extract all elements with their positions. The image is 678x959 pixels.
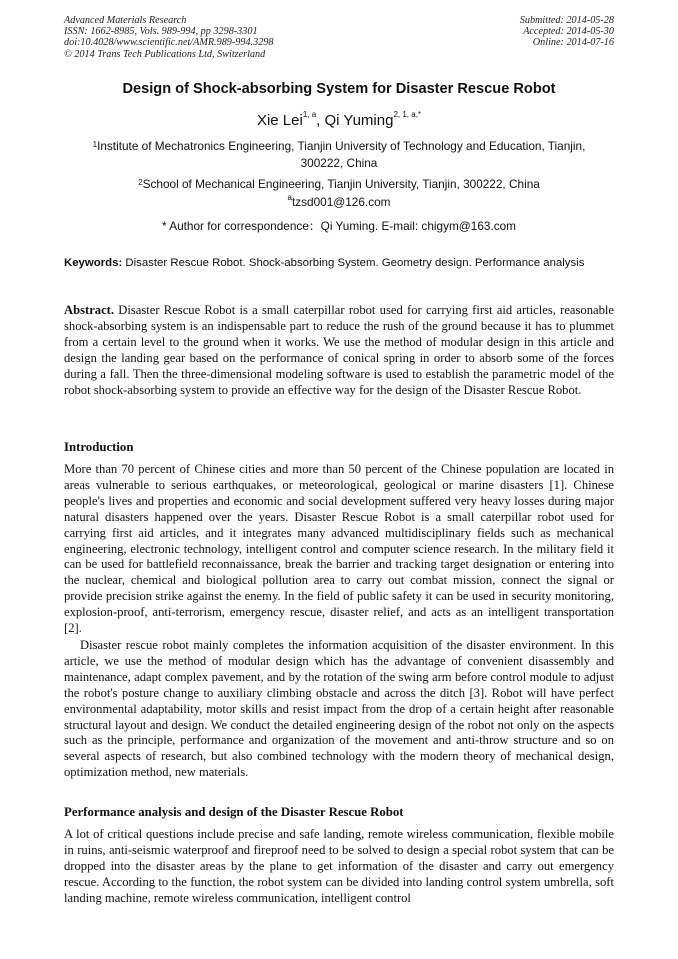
affiliation-1-mark: 1 xyxy=(92,140,98,149)
keywords-label: Keywords: xyxy=(64,257,123,269)
email-mark: a xyxy=(287,193,292,202)
abstract xyxy=(64,303,614,398)
affiliation-2-mark: 2 xyxy=(138,178,143,187)
journal-issn: ISSN: 1662-8985, Vols. 989-994, pp 3298-3301 xyxy=(64,26,258,38)
performance-heading: Performance analysis and design of the Disaster Rescue Robot xyxy=(64,805,404,819)
author-1-marks: 1, a xyxy=(302,110,317,119)
affiliation-2-text: School of Mechanical Engineering, Tianjin University, Tianjin, 300222, China xyxy=(142,177,540,191)
journal-name: Advanced Materials Research xyxy=(64,15,187,26)
affiliation-2 xyxy=(74,176,604,193)
journal-doi: doi:10.4028/www.scientific.net/AMR.989-994.3298 xyxy=(64,37,274,49)
performance-paragraph-1: A lot of critical questions include precise and safe landing, remote wireless communication, flexible mobile in ruins, anti-seismic waterproof and fireproof need to be solved to design a special robot system that can be dropped into the disaster areas by the plane to get information of the disaster and carry out emergency rescue. According to the function, the robot system can be divided into landing control system umbrella, soft landing machine, remote wireless communication, intelligent control xyxy=(64,827,614,905)
author-separator: , xyxy=(316,112,325,129)
abstract-label: Abstract. xyxy=(64,303,115,317)
keywords xyxy=(64,256,614,270)
affiliation-1 xyxy=(74,138,604,172)
abstract-text: Disaster Rescue Robot is a small caterpillar robot used for carrying first aid articles, reasonable shock-absorbing system is an indispensable part to reduce the rush of the ground because it has to plummet from a certain level to the ground when it works. We use the method of modular design in this article and design the landing gear based on the performance of conical spring in order to absorb some of the forces during a fall. Then the three-dimensional modeling software is used to establish the parametric model of the robot shock-absorbing system to provide an effective way for the design of the Disaster Rescue Robot. xyxy=(64,303,614,397)
affiliation-1-text: Institute of Mechatronics Engineering, Tianjin University of Technology and Education, Tianjin, 300222, China xyxy=(97,139,586,170)
paper-title: Design of Shock-absorbing System for Disaster Rescue Robot xyxy=(122,81,556,97)
date-submitted: Submitted: 2014-05-28 xyxy=(519,15,614,26)
introduction-heading: Introduction xyxy=(64,440,134,454)
correspondence-note: * Author for correspondence：Qi Yuming. E-mail: chigym@163.com xyxy=(161,219,517,233)
introduction-paragraph-1: More than 70 percent of Chinese cities and more than 50 percent of the Chinese population are located in areas vulnerable to serious earthquakes, or meteorological, geological or marine disasters [1]. Chinese people's lives and properties and economic and social development suffered very heavy losses during major natural disasters happened over the years. Disaster Rescue Robot is a small caterpillar robot used for carrying first aid articles, and it integrates many advanced multidisciplinary fields such as mechanical engineering, electronic technology, intelligent control and computer science research. In the military field it can be used for battlefield reconnaissance, break the barrier and tracking target designation or entering into the nuclear, chemical and biological pollution area to carry out combat mission, connect the signal or provide precision strike against the enemy. In the field of public safety it can be used in security monitoring, explosion-proof, anti-terrorism, emergency rescue, disaster relief, and acts as an intelligent transportation [2]. xyxy=(64,462,614,636)
date-accepted: Accepted: 2014-05-30 xyxy=(523,26,614,38)
journal-copyright: © 2014 Trans Tech Publications Ltd, Switzerland xyxy=(64,48,266,60)
author-2-name: Qi Yuming xyxy=(324,112,394,129)
keywords-text: Disaster Rescue Robot. Shock-absorbing System. Geometry design. Performance analysis xyxy=(122,257,585,269)
date-online: Online: 2014-07-16 xyxy=(532,37,614,49)
author-email xyxy=(40,195,638,209)
journal-info xyxy=(64,15,273,60)
email-text: tzsd001@126.com xyxy=(291,195,391,209)
author-1-name: Xie Lei xyxy=(256,112,303,129)
introduction-paragraph-2: Disaster rescue robot mainly completes the information acquisition of the disaster environment. In this article, we use the method of modular design which has the advantage of convenient disassembly and maintenance, adapt complex pavement, and by the rotation of the swing arm before control module to adjust the robot's posture change to auxiliary climbing obstacle and across the ditch [3]. Robot will have perfect environmental adaptability, motor skills and resist impact from the drop of a certain height after reasonable structural layout and design. We conduct the detailed engineering design of the robot not only on the aspects such as the principle, performance and organization of the movement and anti-throw structure and so on several aspects of research, but also combined technology with the modern theory of mechanical design, optimization method, new materials. xyxy=(64,638,614,780)
author-list xyxy=(40,112,638,129)
author-2-marks: 2, 1, a,* xyxy=(393,110,422,119)
publication-dates xyxy=(520,15,614,49)
